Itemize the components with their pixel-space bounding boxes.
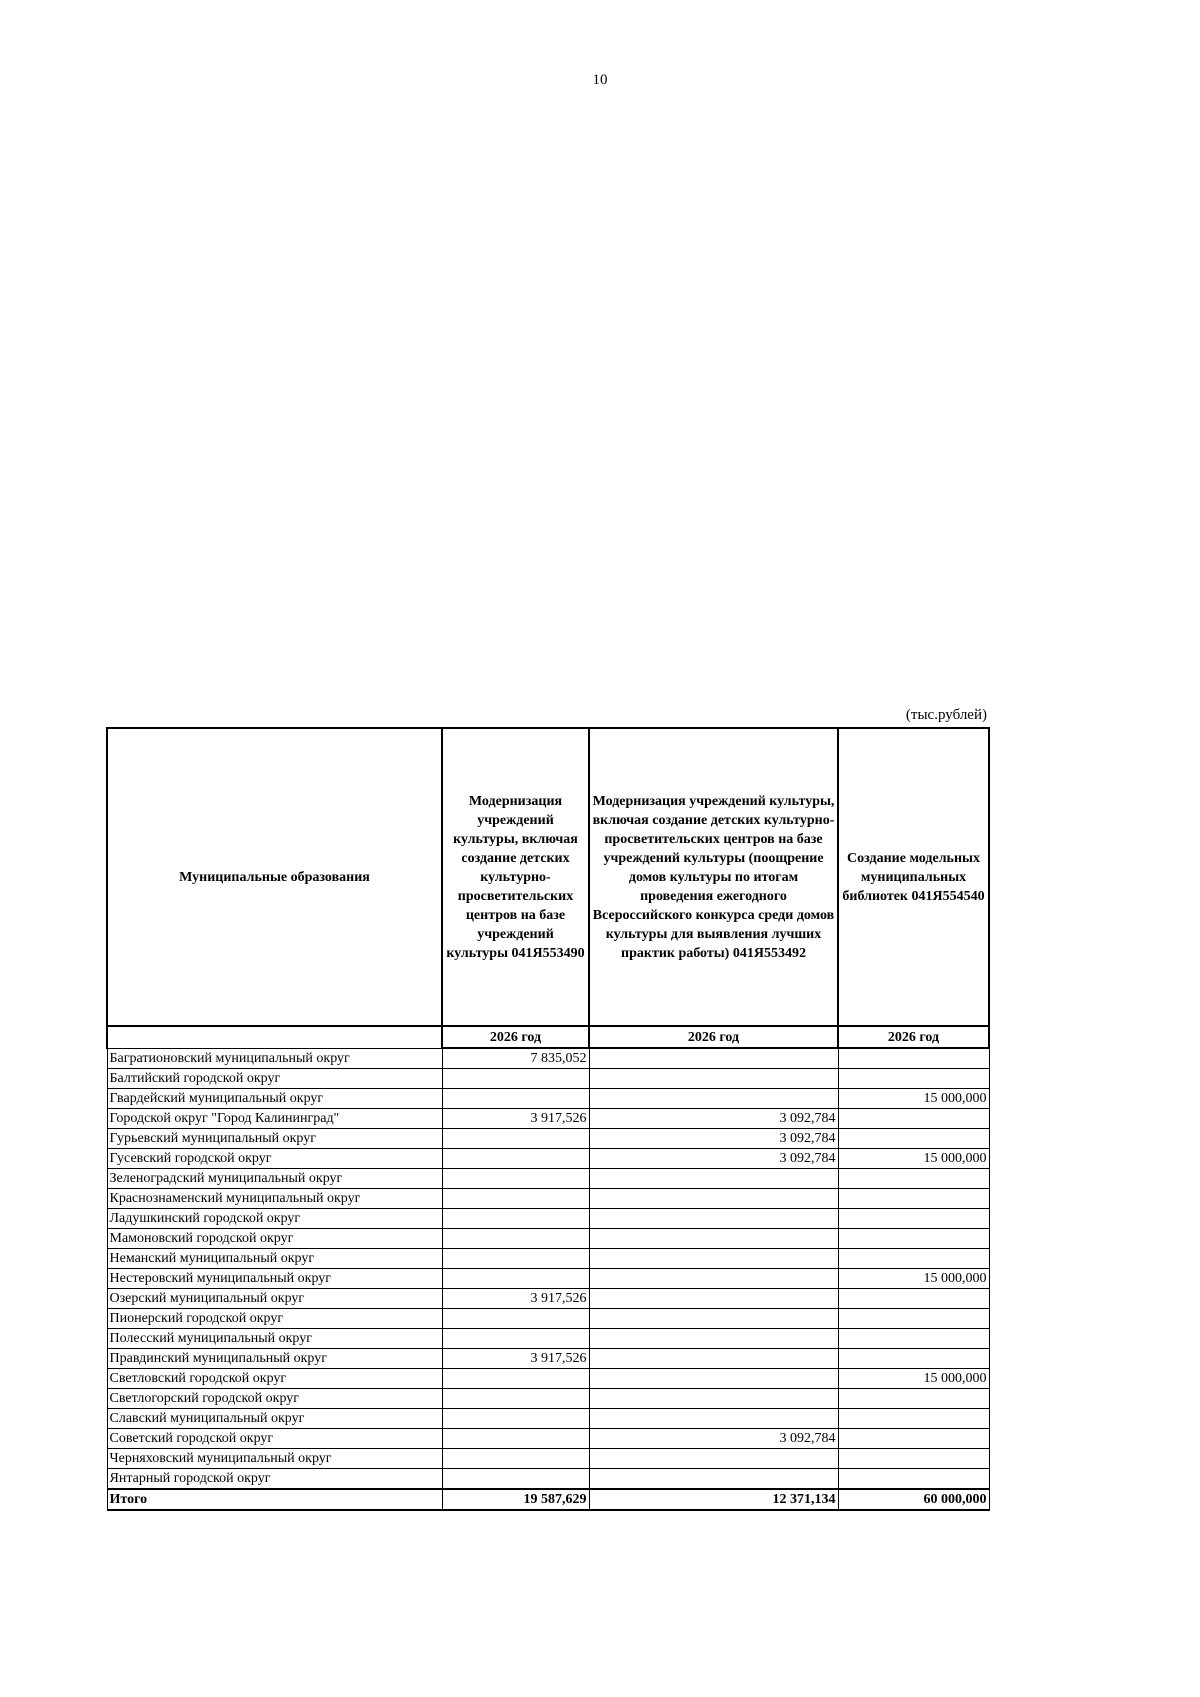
- municipality-name: Янтарный городской округ: [107, 1469, 442, 1490]
- value-col1: [442, 1429, 589, 1449]
- value-col3: 15 000,000: [838, 1089, 989, 1109]
- value-col1: [442, 1389, 589, 1409]
- value-col3: [838, 1329, 989, 1349]
- value-col1: [442, 1089, 589, 1109]
- value-col2: [589, 1449, 838, 1469]
- municipality-name: Гвардейский муниципальный округ: [107, 1089, 442, 1109]
- value-col3: [838, 1289, 989, 1309]
- municipality-name: Нестеровский муниципальный округ: [107, 1269, 442, 1289]
- value-col2: [589, 1089, 838, 1109]
- municipality-name: Краснознаменский муниципальный округ: [107, 1189, 442, 1209]
- value-col3: [838, 1109, 989, 1129]
- year-label-col2: 2026 год: [589, 1026, 838, 1048]
- municipality-name: Городской округ "Город Калининград": [107, 1109, 442, 1129]
- municipality-name: Гусевский городской округ: [107, 1149, 442, 1169]
- header-col2: Модернизация учреждений культуры, включая создание детских культурно-просветительских центров на базе учреждений культуры (поощрение домов культуры по итогам проведения ежегодного Всероссийского конкурса среди домов культуры для выявления лучших практик работы) 041Я553492: [589, 728, 838, 1026]
- value-col2: [589, 1069, 838, 1089]
- value-col1: [442, 1069, 589, 1089]
- year-label-col1: 2026 год: [442, 1026, 589, 1048]
- value-col3: [838, 1048, 989, 1069]
- table-row: [107, 1048, 989, 1069]
- value-col1: [442, 1469, 589, 1490]
- table-row: [107, 1109, 989, 1129]
- value-col1: [442, 1249, 589, 1269]
- table-row: [107, 1329, 989, 1349]
- value-col2: 3 092,784: [589, 1429, 838, 1449]
- table-row: [107, 1369, 989, 1389]
- value-col3: [838, 1129, 989, 1149]
- municipality-name: Ладушкинский городской округ: [107, 1209, 442, 1229]
- subsidy-table: [106, 727, 990, 1511]
- value-col3: [838, 1449, 989, 1469]
- value-col1: [442, 1309, 589, 1329]
- table-row: [107, 1189, 989, 1209]
- units-label: (тыс.рублей): [905, 707, 987, 723]
- value-col3: [838, 1429, 989, 1449]
- municipality-name: Славский муниципальный округ: [107, 1409, 442, 1429]
- value-col2: [589, 1409, 838, 1429]
- value-col3: [838, 1409, 989, 1429]
- table-row: [107, 1309, 989, 1329]
- year-label-col3: 2026 год: [838, 1026, 989, 1048]
- value-col2: [589, 1229, 838, 1249]
- municipality-name: Гурьевский муниципальный округ: [107, 1129, 442, 1149]
- value-col3: [838, 1309, 989, 1329]
- municipality-name: Зеленоградский муниципальный округ: [107, 1169, 442, 1189]
- municipality-name: Правдинский муниципальный округ: [107, 1349, 442, 1369]
- value-col3: [838, 1389, 989, 1409]
- value-col3: [838, 1349, 989, 1369]
- value-col1: [442, 1169, 589, 1189]
- value-col3: [838, 1209, 989, 1229]
- value-col1: [442, 1149, 589, 1169]
- table-row: [107, 1389, 989, 1409]
- value-col3: 15 000,000: [838, 1149, 989, 1169]
- value-col2: [589, 1169, 838, 1189]
- value-col1: [442, 1369, 589, 1389]
- value-col2: [589, 1209, 838, 1229]
- value-col2: 3 092,784: [589, 1149, 838, 1169]
- value-col2: 3 092,784: [589, 1129, 838, 1149]
- table-row: [107, 1209, 989, 1229]
- value-col1: [442, 1269, 589, 1289]
- municipality-name: Мамоновский городской округ: [107, 1229, 442, 1249]
- value-col1: [442, 1229, 589, 1249]
- municipality-name: Советский городской округ: [107, 1429, 442, 1449]
- value-col2: 3 092,784: [589, 1109, 838, 1129]
- value-col2: [589, 1389, 838, 1409]
- value-col1: [442, 1209, 589, 1229]
- value-col1: 3 917,526: [442, 1109, 589, 1129]
- value-col1: [442, 1449, 589, 1469]
- value-col1: 3 917,526: [442, 1289, 589, 1309]
- table-row: [107, 1469, 989, 1490]
- value-col3: [838, 1229, 989, 1249]
- value-col1: [442, 1409, 589, 1429]
- municipality-name: Багратионовский муниципальный округ: [107, 1048, 442, 1069]
- value-col1: [442, 1329, 589, 1349]
- header-col1: Модернизация учреждений культуры, включая создание детских культурно-просветительских центров на базе учреждений культуры 041Я553490: [442, 728, 589, 1026]
- value-col2: [589, 1189, 838, 1209]
- municipality-name: Балтийский городской округ: [107, 1069, 442, 1089]
- table-row: [107, 1349, 989, 1369]
- value-col2: [589, 1249, 838, 1269]
- table-row: [107, 1069, 989, 1089]
- value-col2: [589, 1269, 838, 1289]
- value-col2: [589, 1289, 838, 1309]
- value-col2: [589, 1309, 838, 1329]
- value-col3: [838, 1249, 989, 1269]
- table-row: [107, 1269, 989, 1289]
- value-col1: [442, 1129, 589, 1149]
- total-col1: 19 587,629: [442, 1489, 589, 1510]
- table-row: [107, 1429, 989, 1449]
- header-col3: Создание модельных муниципальных библиотек 041Я554540: [838, 728, 989, 1026]
- value-col3: 15 000,000: [838, 1369, 989, 1389]
- value-col2: [589, 1048, 838, 1069]
- total-col3: 60 000,000: [838, 1489, 989, 1510]
- municipality-name: Неманский муниципальный округ: [107, 1249, 442, 1269]
- table-row: [107, 1409, 989, 1429]
- value-col2: [589, 1369, 838, 1389]
- header-municipality: Муниципальные образования: [107, 728, 442, 1026]
- value-col3: [838, 1189, 989, 1209]
- municipality-name: Озерский муниципальный округ: [107, 1289, 442, 1309]
- value-col3: [838, 1469, 989, 1490]
- table-row: [107, 1249, 989, 1269]
- value-col2: [589, 1329, 838, 1349]
- year-blank-cell: [107, 1026, 442, 1048]
- value-col1: [442, 1189, 589, 1209]
- total-col2: 12 371,134: [589, 1489, 838, 1510]
- page-number: 10: [592, 72, 608, 88]
- total-label: Итого: [107, 1489, 442, 1510]
- value-col3: 15 000,000: [838, 1269, 989, 1289]
- value-col1: 7 835,052: [442, 1048, 589, 1069]
- table-row: [107, 1089, 989, 1109]
- table-row: [107, 1229, 989, 1249]
- total-row: [107, 1489, 989, 1510]
- value-col3: [838, 1169, 989, 1189]
- value-col2: [589, 1469, 838, 1490]
- municipality-name: Черняховский муниципальный округ: [107, 1449, 442, 1469]
- table-row: [107, 1289, 989, 1309]
- table-row: [107, 1169, 989, 1189]
- table-row: [107, 1449, 989, 1469]
- value-col2: [589, 1349, 838, 1369]
- table-row: [107, 1129, 989, 1149]
- value-col1: 3 917,526: [442, 1349, 589, 1369]
- table-body: [107, 1048, 989, 1489]
- municipality-name: Светлогорский городской округ: [107, 1389, 442, 1409]
- table-row: [107, 1149, 989, 1169]
- municipality-name: Светловский городской округ: [107, 1369, 442, 1389]
- municipality-name: Пионерский городской округ: [107, 1309, 442, 1329]
- municipality-name: Полесский муниципальный округ: [107, 1329, 442, 1349]
- value-col3: [838, 1069, 989, 1089]
